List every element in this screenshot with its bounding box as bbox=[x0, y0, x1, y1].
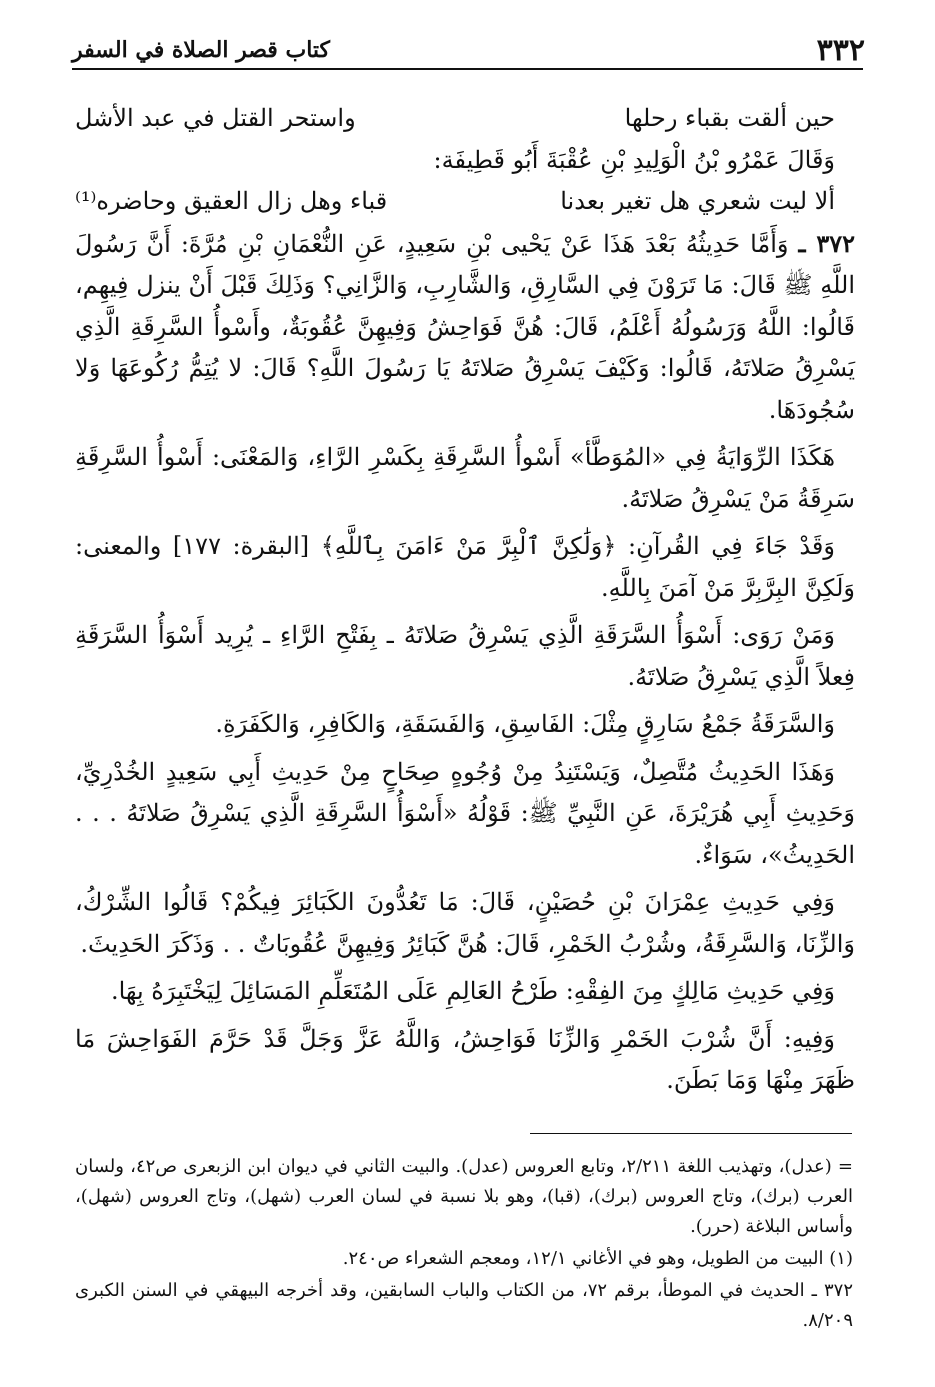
verse-2-intro: وَقَالَ عَمْرُو بْنُ الْوَلِيدِ بْنِ عُقْبَةَ أَبُو قَطِيفَة: bbox=[433, 145, 835, 174]
main-text bbox=[75, 98, 855, 1108]
commentary-paragraph: وَفِي حَدِيثِ عِمْرَانَ بْنِ حُصَيْنٍ، قَالَ: مَا تَعُدُّونَ الكَبَائِرَ فِيكُمْ؟ قَالُوا الشِّرْكُ، وَالزِّنَا، وَالسَّرِقَةُ، وشُرْبُ الخَمْرِ، قَالَ: هُنَّ كَبَائِرُ وَفِيهِنَّ عُقُوبَاتٌ . . وَذَكَرَ الحَدِيثَ. bbox=[75, 888, 855, 958]
verse-2-second-hemistich: قباء وهل زال العقيق وحاضره⁽¹⁾ bbox=[75, 187, 388, 215]
footnotes bbox=[75, 1152, 853, 1338]
commentary-paragraph: وَفِي حَدِيثِ مَالِكٍ مِنَ الفِقْهِ: طَرْحُ العَالِمِ عَلَى المُتَعَلِّمِ المَسَائِلَ لِيَخْتَبِرَهُ بِهَا. bbox=[110, 977, 835, 1005]
commentary-paragraph: وَالسَّرَقَةُ جَمْعُ سَارِقٍ مِثْلَ: الفَاسِقِ، وَالفَسَقَةِ، وَالكَافِرِ، وَالكَفَرَةِ. bbox=[215, 710, 835, 738]
hadith-paragraph bbox=[75, 223, 855, 432]
footnote-rule bbox=[530, 1133, 852, 1134]
running-title: كتاب قصر الصلاة في السفر bbox=[72, 37, 331, 63]
hadith-text: وَأَمَّا حَدِيثُهُ بَعْدَ هَذَا عَنْ يَحْيى بْنِ سَعِيدٍ، عَنِ النُّعْمَانِ بْنِ مُرَّةَ: أَنَّ رَسُولَ اللَّهِ ﷺ قَالَ: مَا تَرَوْنَ فِي السَّارِقِ، وَالشَّارِبِ، وَالزَّانِي؟ وَذَلِكَ قَبْلَ أَنْ ينزل فِيهِم، قَالُوا: اللَّهُ وَرَسُولُهُ أَعْلَمُ، قَالَ: هُنَّ فَوَاحِشُ وَفِيهِنَّ عُقُوبَةٌ، وأَسْوأُ السَّرِقَةِ الَّذِي يَسْرِقُ صَلاتَهُ، قَالُوا: وَكَيْفَ يَسْرِقُ صَلاتَهُ يَا رَسُولَ اللَّهِ؟ قَالَ: لا يُتِمُّ رُكُوعَهَا وَلا سُجُودَهَا. bbox=[75, 229, 855, 424]
verse-1-first-hemistich: حين ألقت بقباء رحلها bbox=[624, 104, 835, 132]
page-number: ٣٣٢ bbox=[816, 32, 865, 68]
footnote-continuation: = (عدل)، وتهذيب اللغة ٢/٢١١، وتابع العروس (عدل). والبيت الثاني في ديوان ابن الزبعرى ص٤٢، ولسان العرب (برك)، وتاج العروس (برك)، (قبا)، وهو بلا نسبة في لسان العرب (شهل)، وتاج العروس (شهل)، وأساس البلاغة (حرر). bbox=[75, 1156, 854, 1237]
verse-1-second-hemistich: واستحر القتل في عبد الأشل bbox=[75, 104, 356, 132]
header-rule bbox=[72, 68, 863, 70]
footnote-372: ٣٧٢ ـ الحديث في الموطأ، برقم ٧٢، من الكتاب والباب السابقين، وقد أخرجه البيهقي في السنن الكبرى ٨/٢٠٩. bbox=[75, 1280, 853, 1331]
commentary-paragraph: وَمَنْ رَوَى: أَسْوَأُ السَّرَقَةِ الَّذِي يَسْرِقُ صَلاتَهُ ـ بِفَتْحِ الرَّاءِ ـ يُرِيد أَسْوَأُ السَّرَقَةِ فِعلاً الَّذِي يَسْرِقُ صَلاتَهُ. bbox=[75, 621, 855, 691]
footnote-1: (١) البيت من الطويل، وهو في الأغاني ١٢/١، ومعجم الشعراء ص٢٤٠. bbox=[342, 1248, 853, 1269]
hadith-number: ٣٧٢ ـ bbox=[798, 228, 855, 258]
verse-2 bbox=[75, 181, 855, 223]
commentary-paragraph: وَقَدْ جَاءَ فِي القُرآنِ: ﴿وَلَٰكِنَّ ٱلْبِرَّ مَنْ ءَامَنَ بِٱللَّهِ﴾ [البقرة: ١٧٧] والمعنى: وَلَكِنَّ البِرَّبِرَّ مَنْ آمَنَ بِاللَّهِ. bbox=[75, 532, 855, 602]
commentary-paragraph: هَكَذَا الرِّوَايَةُ فِي «المُوَطَّأ» أَسْوأُ السَّرِقَةِ بِكَسْرِ الرَّاءِ، وَالمَعْنَى: أَسْوأُ السَّرِقَةِ سَرِقَةُ مَنْ يَسْرِقُ صَلاتَهُ. bbox=[75, 443, 855, 513]
verse-1 bbox=[75, 98, 855, 140]
verse-2-first-hemistich: ألا ليت شعري هل تغير بعدنا bbox=[560, 187, 835, 215]
commentary-paragraph: وَهَذَا الحَدِيثُ مُتَّصِلٌ، وَيَسْتَنِدُ مِنْ وُجُوهٍ صِحَاحٍ مِنْ حَدِيثِ أَبِي سَعِيدٍ الخُدْرِيِّ، وَحَدِيثِ أَبِي هُرَيْرَةَ، عَنِ النَّبِيِّ ﷺ: قَوْلُهُ «أَسْوَأُ السَّرِقَةِ الَّذِي يَسْرِقُ صَلاتَهُ . . . الحَدِيثُ»، سَوَاءٌ. bbox=[75, 757, 856, 869]
page-header bbox=[72, 30, 865, 70]
commentary-paragraph: وَفِيهِ: أَنَّ شُرْبَ الخَمْرِ وَالزِّنَا فَوَاحِشُ، وَاللَّهُ عَزَّ وَجَلَّ قَدْ حَرَّمَ الفَوَاحِشَ مَا ظَهَرَ مِنْهَا وَمَا بَطَنَ. bbox=[75, 1024, 855, 1094]
